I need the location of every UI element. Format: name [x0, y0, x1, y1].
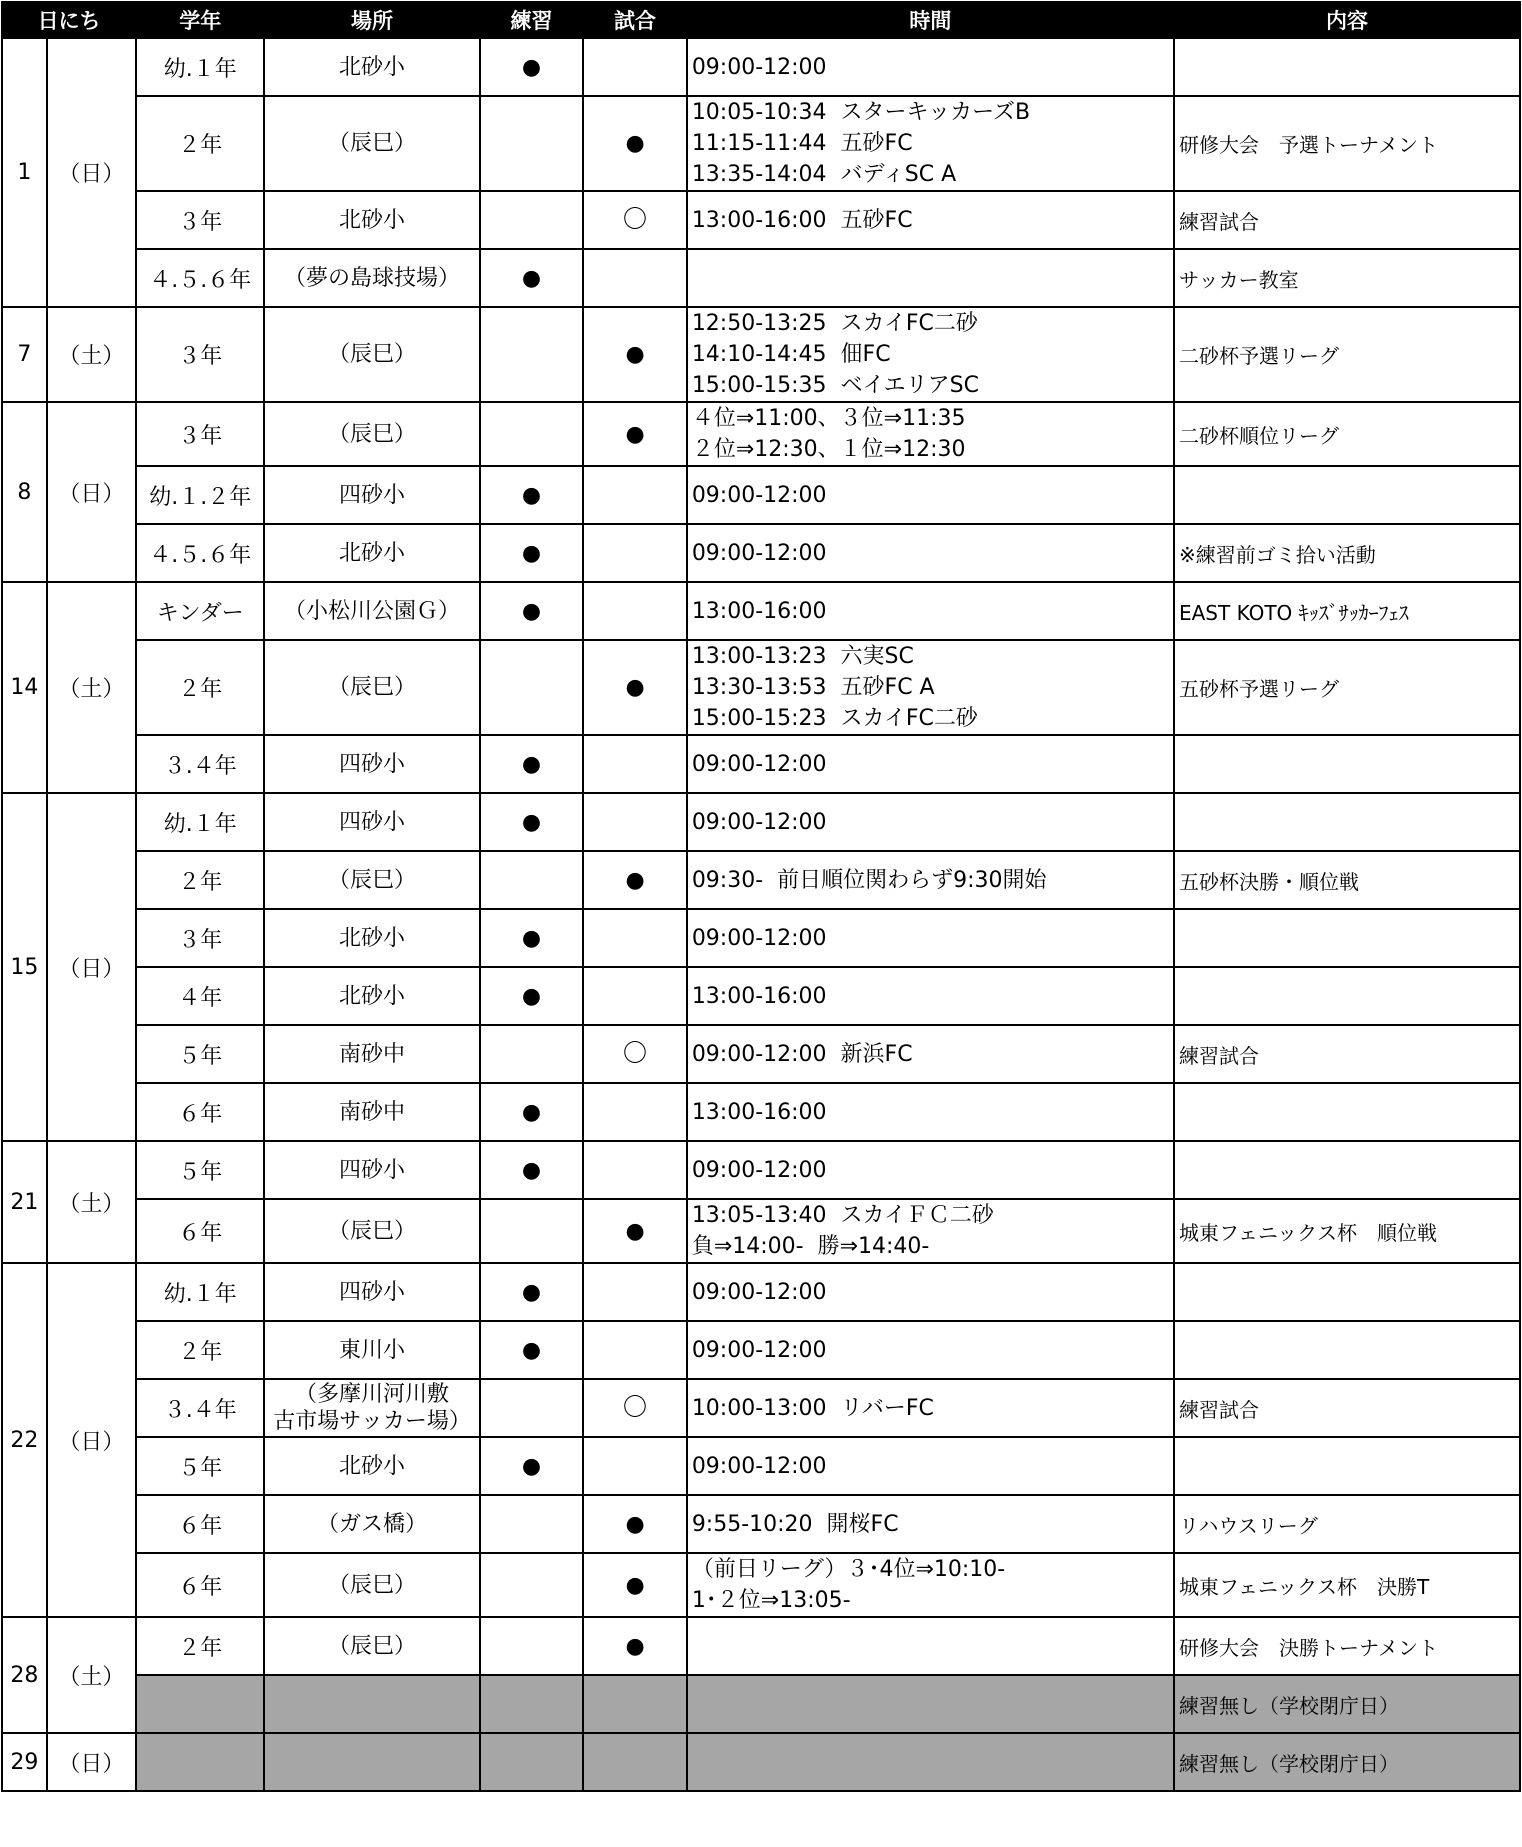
- content-cell: 五砂杯決勝・順位戦: [1174, 851, 1520, 909]
- day-of-week: （日）: [47, 402, 136, 582]
- time-cell: [687, 402, 1174, 466]
- table-row: [2, 1553, 1520, 1617]
- content-cell: [1174, 1263, 1520, 1321]
- practice-cell: [480, 582, 584, 640]
- grade-cell: [136, 1675, 264, 1733]
- grade-cell: ６年: [136, 1553, 264, 1617]
- content-cell: [1174, 1141, 1520, 1199]
- filled-circle-icon: ●: [521, 1279, 542, 1305]
- grade-cell: ２年: [136, 851, 264, 909]
- time-cell: [687, 1263, 1174, 1321]
- match-cell: [583, 967, 687, 1025]
- place-cell: 北砂小: [264, 1437, 479, 1495]
- header-match: 試合: [583, 2, 687, 38]
- filled-circle-icon: ●: [625, 1572, 645, 1598]
- filled-circle-icon: ●: [521, 1157, 542, 1183]
- time-cell: [687, 1495, 1174, 1553]
- table-row: [2, 967, 1520, 1025]
- day-number: 21: [2, 1141, 47, 1263]
- table-row: [2, 1379, 1520, 1437]
- day-number: 1: [2, 38, 47, 307]
- match-cell: [583, 1733, 687, 1791]
- match-cell: [583, 1437, 687, 1495]
- content-cell: [1174, 466, 1520, 524]
- time-cell: [687, 909, 1174, 967]
- filled-circle-icon: ●: [625, 1633, 645, 1659]
- filled-circle-icon: ●: [521, 540, 542, 566]
- place-cell: 北砂小: [264, 524, 479, 582]
- match-cell: [583, 191, 687, 249]
- day-of-week: （土）: [47, 1617, 136, 1733]
- filled-circle-icon: ●: [521, 482, 542, 508]
- grade-cell: ２年: [136, 96, 264, 191]
- practice-cell: [480, 909, 584, 967]
- grade-cell: 幼.１.２年: [136, 466, 264, 524]
- grade-cell: ２年: [136, 1321, 264, 1379]
- time-line: 13:35-14:04 バディSC A: [691, 162, 957, 187]
- match-cell: [583, 466, 687, 524]
- time-line: 09:30- 前日順位関わらず9:30開始: [691, 867, 1047, 893]
- time-cell: [687, 307, 1174, 402]
- grade-cell: ４.５.６年: [136, 249, 264, 307]
- filled-circle-icon: ●: [521, 54, 542, 80]
- time-cell: [687, 1553, 1174, 1617]
- day-of-week: （土）: [47, 307, 136, 402]
- place-cell: （多摩川河川敷 古市場サッカー場）: [264, 1379, 479, 1437]
- practice-cell: [480, 967, 584, 1025]
- place-cell: （小松川公園Ｇ）: [264, 582, 479, 640]
- filled-circle-icon: ●: [625, 342, 645, 367]
- header-time: 時間: [687, 2, 1174, 38]
- filled-circle-icon: ●: [625, 675, 645, 700]
- grade-cell: ６年: [136, 1083, 264, 1141]
- time-line: 09:00-12:00: [691, 540, 827, 566]
- time-line: 12:50-13:25 スカイFC二砂: [691, 311, 978, 336]
- place-cell: [264, 1675, 479, 1733]
- day-number: 8: [2, 402, 47, 582]
- practice-cell: [480, 524, 584, 582]
- header-grade: 学年: [136, 2, 264, 38]
- practice-cell: [480, 1025, 584, 1083]
- match-cell: [583, 735, 687, 793]
- practice-cell: [480, 1379, 584, 1437]
- grade-cell: ５年: [136, 1141, 264, 1199]
- practice-cell: [480, 1199, 584, 1263]
- match-cell: [583, 793, 687, 851]
- place-cell: 南砂中: [264, 1083, 479, 1141]
- time-cell: [687, 1025, 1174, 1083]
- time-line: （前日リーグ）３･4位⇒10:10-: [691, 1557, 1006, 1582]
- table-row: [2, 1263, 1520, 1321]
- match-cell: [583, 249, 687, 307]
- time-line: ２位⇒12:30、１位⇒12:30: [691, 437, 966, 462]
- grade-cell: ３.４年: [136, 735, 264, 793]
- time-line: 負⇒14:00- 勝⇒14:40-: [691, 1234, 930, 1259]
- place-cell: 南砂中: [264, 1025, 479, 1083]
- filled-circle-icon: ●: [521, 598, 542, 624]
- grade-cell: ３年: [136, 307, 264, 402]
- day-number: 29: [2, 1733, 47, 1791]
- match-cell: [583, 582, 687, 640]
- day-of-week: （日）: [47, 793, 136, 1141]
- time-cell: [687, 191, 1174, 249]
- time-line: 13:00-16:00 五砂FC: [691, 207, 913, 233]
- grade-cell: 幼.１年: [136, 38, 264, 96]
- place-cell: 北砂小: [264, 909, 479, 967]
- match-cell: [583, 96, 687, 191]
- table-row: [2, 1321, 1520, 1379]
- time-cell: [687, 1141, 1174, 1199]
- place-cell: 北砂小: [264, 967, 479, 1025]
- time-line: 09:00-12:00: [691, 482, 827, 508]
- time-cell: [687, 466, 1174, 524]
- content-cell: [1174, 1083, 1520, 1141]
- match-cell: [583, 1553, 687, 1617]
- header-place: 場所: [264, 2, 479, 38]
- practice-cell: [480, 307, 584, 402]
- match-cell: [583, 1379, 687, 1437]
- time-line: 09:00-12:00: [691, 1157, 827, 1183]
- practice-cell: [480, 1141, 584, 1199]
- time-cell: [687, 582, 1174, 640]
- practice-cell: [480, 1437, 584, 1495]
- table-row: [2, 582, 1520, 640]
- time-line: 09:00-12:00 新浜FC: [691, 1041, 913, 1067]
- table-row: [2, 96, 1520, 191]
- grade-cell: ４.５.６年: [136, 524, 264, 582]
- place-cell: 四砂小: [264, 735, 479, 793]
- day-number: 15: [2, 793, 47, 1141]
- time-cell: [687, 1379, 1174, 1437]
- table-row: [2, 191, 1520, 249]
- content-cell: 研修大会 決勝トーナメント: [1174, 1617, 1520, 1675]
- time-line: 09:00-12:00: [691, 1453, 827, 1479]
- place-cell: （ガス橋）: [264, 1495, 479, 1553]
- match-cell: [583, 38, 687, 96]
- time-cell: [687, 1617, 1174, 1675]
- grade-cell: ２年: [136, 1617, 264, 1675]
- table-row: [2, 1495, 1520, 1553]
- grade-cell: ５年: [136, 1025, 264, 1083]
- place-cell: 北砂小: [264, 191, 479, 249]
- time-line: ４位⇒11:00、３位⇒11:35: [691, 406, 966, 431]
- place-cell: 四砂小: [264, 1263, 479, 1321]
- time-line: 13:00-13:23 六実SC: [691, 644, 914, 669]
- practice-cell: [480, 1617, 584, 1675]
- time-line: 09:00-12:00: [691, 54, 827, 80]
- place-cell: 四砂小: [264, 793, 479, 851]
- table-row: [2, 851, 1520, 909]
- table-row: [2, 1617, 1520, 1675]
- table-row: [2, 249, 1520, 307]
- match-cell: [583, 1263, 687, 1321]
- place-cell: （辰巳）: [264, 96, 479, 191]
- open-circle-icon: 〇: [623, 1039, 648, 1067]
- content-cell: 城東フェニックス杯 順位戦: [1174, 1199, 1520, 1263]
- table-row: [2, 1675, 1520, 1733]
- content-cell: 二砂杯予選リーグ: [1174, 307, 1520, 402]
- grade-cell: [136, 1733, 264, 1791]
- content-cell: EAST KOTO ｷｯｽﾞｻｯｶｰﾌｪｽ: [1174, 582, 1520, 640]
- content-cell: 練習試合: [1174, 1379, 1520, 1437]
- practice-cell: [480, 1321, 584, 1379]
- time-cell: [687, 1321, 1174, 1379]
- header-content: 内容: [1174, 2, 1520, 38]
- content-cell: [1174, 1437, 1520, 1495]
- place-cell: （辰巳）: [264, 1617, 479, 1675]
- match-cell: [583, 1495, 687, 1553]
- filled-circle-icon: ●: [625, 1511, 645, 1537]
- content-cell: 城東フェニックス杯 決勝T: [1174, 1553, 1520, 1617]
- match-cell: [583, 1199, 687, 1263]
- practice-cell: [480, 1553, 584, 1617]
- place-cell: （辰巳）: [264, 402, 479, 466]
- grade-cell: ６年: [136, 1199, 264, 1263]
- practice-cell: [480, 1263, 584, 1321]
- place-cell: 四砂小: [264, 1141, 479, 1199]
- content-cell: ※練習前ゴミ拾い活動: [1174, 524, 1520, 582]
- table-row: [2, 1199, 1520, 1263]
- grade-cell: ５年: [136, 1437, 264, 1495]
- time-line: 13:05-13:40 スカイＦＣ二砂: [691, 1203, 994, 1228]
- filled-circle-icon: ●: [521, 751, 542, 777]
- time-cell: [687, 640, 1174, 735]
- grade-cell: ３.４年: [136, 1379, 264, 1437]
- content-cell: 研修大会 予選トーナメント: [1174, 96, 1520, 191]
- day-number: 22: [2, 1263, 47, 1617]
- day-number: 28: [2, 1617, 47, 1733]
- time-line: 09:00-12:00: [691, 809, 827, 835]
- filled-circle-icon: ●: [521, 1453, 542, 1479]
- table-row: [2, 735, 1520, 793]
- grade-cell: ６年: [136, 1495, 264, 1553]
- content-cell: [1174, 967, 1520, 1025]
- time-line: 09:00-12:00: [691, 925, 827, 951]
- filled-circle-icon: ●: [521, 265, 542, 291]
- match-cell: [583, 1083, 687, 1141]
- match-cell: [583, 640, 687, 735]
- time-line: 13:30-13:53 五砂FC A: [691, 675, 935, 700]
- place-cell: 北砂小: [264, 38, 479, 96]
- content-cell: [1174, 735, 1520, 793]
- time-cell: [687, 249, 1174, 307]
- time-line: 09:00-12:00: [691, 1337, 827, 1363]
- practice-cell: [480, 1495, 584, 1553]
- time-line: 14:10-14:45 佃FC: [691, 342, 891, 367]
- time-cell: [687, 1675, 1174, 1733]
- grade-cell: ２年: [136, 640, 264, 735]
- place-cell: [264, 1733, 479, 1791]
- match-cell: [583, 1675, 687, 1733]
- day-of-week: （日）: [47, 1263, 136, 1617]
- content-cell: 練習無し（学校閉庁日）: [1174, 1733, 1520, 1791]
- content-cell: [1174, 793, 1520, 851]
- day-of-week: （土）: [47, 582, 136, 793]
- match-cell: [583, 1321, 687, 1379]
- table-row: [2, 909, 1520, 967]
- time-cell: [687, 524, 1174, 582]
- header-row: [2, 2, 1520, 38]
- time-cell: [687, 1733, 1174, 1791]
- place-cell: （辰巳）: [264, 1553, 479, 1617]
- practice-cell: [480, 640, 584, 735]
- content-cell: 二砂杯順位リーグ: [1174, 402, 1520, 466]
- place-cell: （辰巳）: [264, 307, 479, 402]
- grade-cell: ３年: [136, 402, 264, 466]
- match-cell: [583, 1617, 687, 1675]
- day-of-week: （日）: [47, 38, 136, 307]
- time-cell: [687, 735, 1174, 793]
- time-line: 13:00-16:00: [691, 983, 827, 1009]
- time-cell: [687, 851, 1174, 909]
- grade-cell: ３年: [136, 191, 264, 249]
- filled-circle-icon: ●: [625, 1218, 645, 1244]
- time-cell: [687, 1437, 1174, 1495]
- match-cell: [583, 402, 687, 466]
- time-line: 9:55-10:20 開桜FC: [691, 1511, 899, 1537]
- time-cell: [687, 793, 1174, 851]
- table-row: [2, 1141, 1520, 1199]
- grade-cell: ３年: [136, 909, 264, 967]
- practice-cell: [480, 1733, 584, 1791]
- table-row: [2, 402, 1520, 466]
- content-cell: 練習試合: [1174, 191, 1520, 249]
- practice-cell: [480, 38, 584, 96]
- time-line: 10:00-13:00 リバーFC: [691, 1395, 934, 1421]
- practice-cell: [480, 249, 584, 307]
- time-line: 15:00-15:23 スカイFC二砂: [691, 706, 978, 731]
- grade-cell: 幼.１年: [136, 1263, 264, 1321]
- match-cell: [583, 909, 687, 967]
- place-cell: （辰巳）: [264, 640, 479, 735]
- filled-circle-icon: ●: [521, 1099, 542, 1125]
- time-line: 13:00-16:00: [691, 1099, 827, 1125]
- table-row: [2, 38, 1520, 96]
- day-number: 7: [2, 307, 47, 402]
- content-cell: 練習試合: [1174, 1025, 1520, 1083]
- open-circle-icon: 〇: [623, 205, 648, 233]
- filled-circle-icon: ●: [521, 1337, 542, 1363]
- filled-circle-icon: ●: [625, 421, 645, 447]
- time-cell: [687, 38, 1174, 96]
- practice-cell: [480, 402, 584, 466]
- header-date: 日にち: [2, 2, 136, 38]
- time-cell: [687, 96, 1174, 191]
- content-cell: [1174, 38, 1520, 96]
- practice-cell: [480, 466, 584, 524]
- practice-cell: [480, 735, 584, 793]
- place-cell: （夢の島球技場）: [264, 249, 479, 307]
- table-row: [2, 1025, 1520, 1083]
- filled-circle-icon: ●: [521, 925, 542, 951]
- time-line: 11:15-11:44 五砂FC: [691, 131, 913, 156]
- content-cell: 五砂杯予選リーグ: [1174, 640, 1520, 735]
- filled-circle-icon: ●: [521, 983, 542, 1009]
- practice-cell: [480, 851, 584, 909]
- filled-circle-icon: ●: [521, 809, 542, 835]
- content-cell: リハウスリーグ: [1174, 1495, 1520, 1553]
- practice-cell: [480, 191, 584, 249]
- practice-cell: [480, 793, 584, 851]
- schedule-table: [1, 1, 1521, 1792]
- time-line: 15:00-15:35 ベイエリアSC: [691, 373, 979, 398]
- grade-cell: 幼.１年: [136, 793, 264, 851]
- day-of-week: （日）: [47, 1733, 136, 1791]
- place-cell: 東川小: [264, 1321, 479, 1379]
- table-row: [2, 524, 1520, 582]
- place-cell: （辰巳）: [264, 851, 479, 909]
- time-line: 09:00-12:00: [691, 1279, 827, 1305]
- time-line: 10:05-10:34 スターキッカーズB: [691, 100, 1031, 125]
- practice-cell: [480, 96, 584, 191]
- practice-cell: [480, 1083, 584, 1141]
- time-cell: [687, 1199, 1174, 1263]
- content-cell: 練習無し（学校閉庁日）: [1174, 1675, 1520, 1733]
- match-cell: [583, 851, 687, 909]
- place-cell: （辰巳）: [264, 1199, 479, 1263]
- content-cell: [1174, 1321, 1520, 1379]
- time-line: 13:00-16:00: [691, 598, 827, 624]
- table-row: [2, 793, 1520, 851]
- table-row: [2, 307, 1520, 402]
- filled-circle-icon: ●: [625, 867, 645, 893]
- filled-circle-icon: ●: [625, 131, 645, 156]
- day-of-week: （土）: [47, 1141, 136, 1263]
- open-circle-icon: 〇: [623, 1393, 648, 1421]
- table-row: [2, 1733, 1520, 1791]
- match-cell: [583, 1141, 687, 1199]
- time-line: 1･２位⇒13:05-: [691, 1588, 851, 1613]
- schedule-body: [2, 38, 1520, 1791]
- match-cell: [583, 1025, 687, 1083]
- time-cell: [687, 967, 1174, 1025]
- header-practice: 練習: [480, 2, 584, 38]
- place-cell: 四砂小: [264, 466, 479, 524]
- match-cell: [583, 307, 687, 402]
- table-row: [2, 1437, 1520, 1495]
- table-row: [2, 466, 1520, 524]
- grade-cell: ４年: [136, 967, 264, 1025]
- time-cell: [687, 1083, 1174, 1141]
- content-cell: [1174, 909, 1520, 967]
- table-row: [2, 640, 1520, 735]
- day-number: 14: [2, 582, 47, 793]
- grade-cell: キンダー: [136, 582, 264, 640]
- match-cell: [583, 524, 687, 582]
- content-cell: サッカー教室: [1174, 249, 1520, 307]
- time-line: 09:00-12:00: [691, 751, 827, 777]
- table-row: [2, 1083, 1520, 1141]
- practice-cell: [480, 1675, 584, 1733]
